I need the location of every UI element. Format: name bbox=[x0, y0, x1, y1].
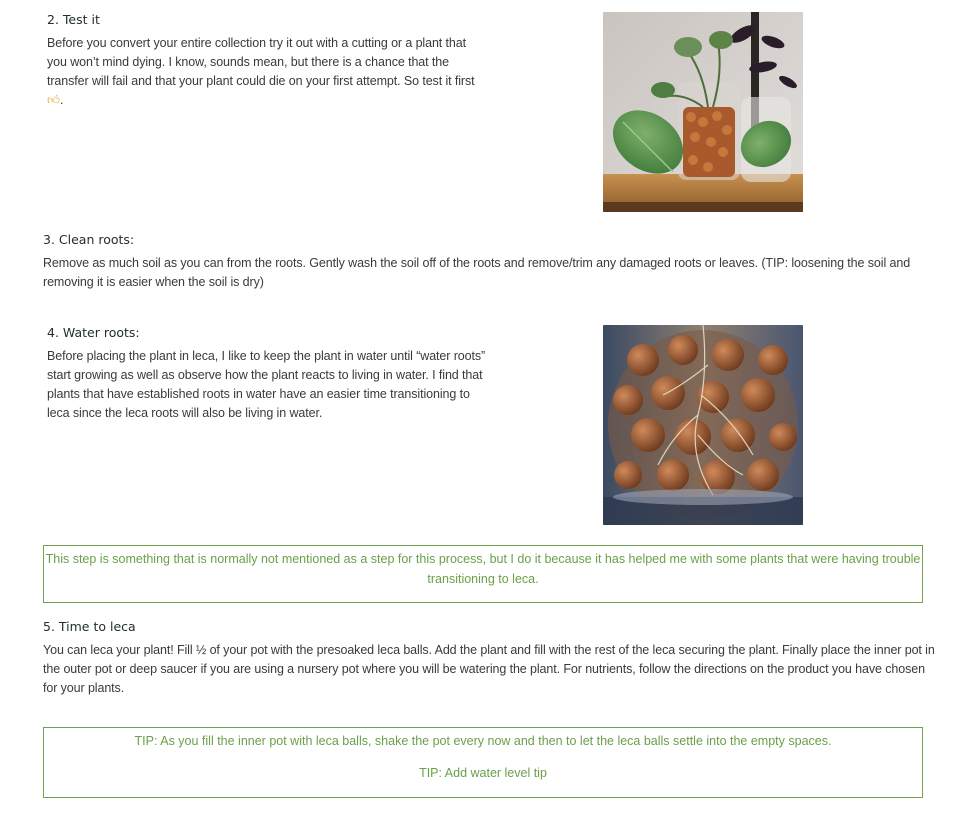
step-5-heading: 5. Time to leca bbox=[43, 619, 136, 634]
leca-roots-photo bbox=[603, 325, 803, 525]
step-4-line-3: plants that have established roots in water have an easier time transitioning to bbox=[47, 387, 470, 401]
note-line-2: transitioning to leca. bbox=[427, 572, 539, 586]
step-4-line-4: leca since the leca roots will also be living in water. bbox=[47, 406, 323, 420]
step-5-line-3: for your plants. bbox=[43, 681, 125, 695]
step-4-line-1: Before placing the plant in leca, I like to keep the plant in water until “water roots” bbox=[47, 349, 486, 363]
thumbs-up-icon: 👍︎ bbox=[47, 93, 60, 107]
step-2-line-4-suffix: . bbox=[59, 93, 64, 107]
step-3-line-2: removing it is easier when the soil is dry) bbox=[43, 275, 264, 289]
step-4-heading: 4. Water roots: bbox=[47, 325, 140, 340]
step-5-line-2: the outer pot or deep saucer if you are using a nursery pot where you will be watering the plant. For nutrients, follow the directions on the product you have chosen bbox=[43, 662, 925, 676]
step-2-line-3: transfer will fail and that your plant could die on your first attempt. So test it first bbox=[47, 74, 475, 88]
note-line-1: This step is something that is normally not mentioned as a step for this process, but I do it because it has helped me with some plants that were having trouble bbox=[45, 552, 921, 566]
plant-jars-photo bbox=[603, 12, 803, 212]
step-4-text bbox=[47, 347, 497, 423]
step-3-heading: 3. Clean roots: bbox=[43, 232, 135, 247]
step-3-line-1: Remove as much soil as you can from the roots. Gently wash the soil off of the roots and remove/trim any damaged roots or leaves. (TIP: loosening the soil and bbox=[43, 256, 911, 270]
step-4-line-2: start growing as well as observe how the plant reacts to living in water. I find that bbox=[47, 368, 483, 382]
step-5-text bbox=[43, 641, 943, 698]
step-2-heading: 2. Test it bbox=[47, 12, 100, 27]
step-5-line-1: You can leca your plant! Fill ½ of your pot with the presoaked leca balls. Add the plant and fill with the rest of the leca securing the plant. Finally place the inner pot in bbox=[43, 643, 935, 657]
step-2-line-1: Before you convert your entire collection try it out with a cutting or a plant that bbox=[47, 36, 467, 50]
tip-line-2: TIP: Add water level tip bbox=[419, 766, 547, 780]
tip-box bbox=[43, 727, 923, 798]
step-2-text bbox=[47, 34, 487, 110]
step-2-line-2: you won’t mind dying. I know, sounds mean, but there is a chance that the bbox=[47, 55, 449, 69]
step-3-text bbox=[43, 254, 943, 292]
note-box bbox=[43, 545, 923, 603]
step-2-line-4 bbox=[47, 91, 487, 110]
tip-line-1: TIP: As you fill the inner pot with leca balls, shake the pot every now and then to let the leca balls settle into the empty spaces. bbox=[134, 734, 832, 748]
